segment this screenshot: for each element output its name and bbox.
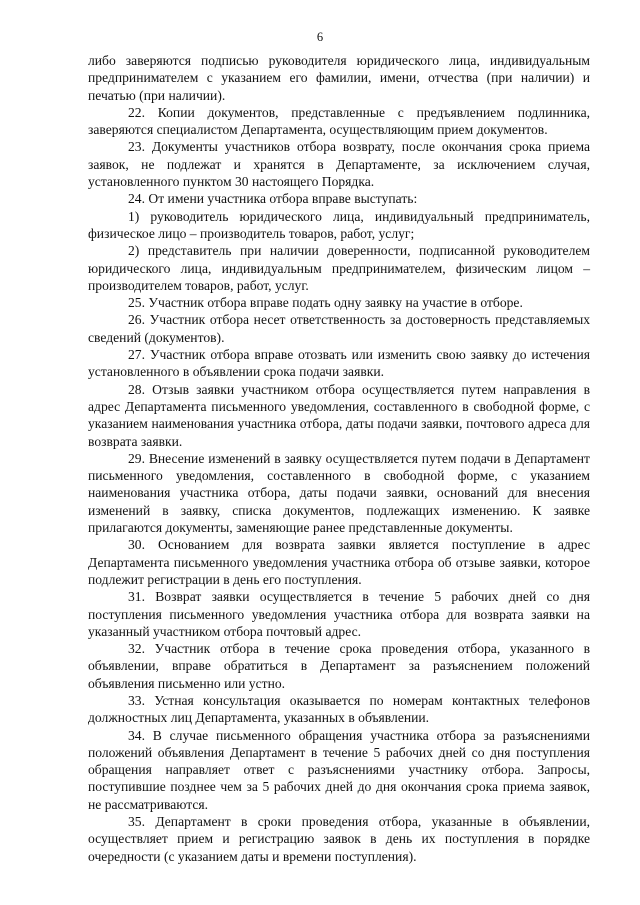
paragraph-29: 29. Внесение изменений в заявку осуществляется путем подачи в Департамент письменного уведомления, составленного в свободной форме, с указанием наименования участника отбора, даты подачи заявки, оснований для внесения изменений в заявку, списка документов, подлежащих изменению. К заявке прилагаются документы, заменяющие ранее представленные документы. <box>88 450 590 536</box>
paragraph-26: 26. Участник отбора несет ответственность за достоверность представляемых сведений (документов). <box>88 312 590 345</box>
paragraph-34: 34. В случае письменного обращения участника отбора за разъяснениями положений объявления Департамент в течение 5 рабочих дней со дня поступления обращения направляет ответ с разъяснениями участнику отбора. Запросы, поступившие позднее чем за 5 рабочих дней до дня окончания срока приема заявок, не рассматриваются. <box>88 727 590 812</box>
page-number: 6 <box>316 30 324 44</box>
paragraph-28: 28. Отзыв заявки участником отбора осуществляется путем направления в адрес Департамента письменного уведомления, составленного в свободной форме, с указанием наименования участника отбора, даты подачи заявки, почтового адреса для возврата заявки. <box>88 381 590 449</box>
paragraph-35: 35. Департамент в сроки проведения отбора, указанные в объявлении, осуществляет прием и регистрацию заявок в день их поступления в порядке очередности (с указанием даты и времени поступления). <box>88 814 590 864</box>
paragraph-22: 22. Копии документов, представленные с предъявлением подлинника, заверяются специалистом Департамента, осуществляющим прием документов. <box>88 104 590 138</box>
document-body <box>88 52 590 865</box>
paragraph-33: 33. Устная консультация оказывается по номерам контактных телефонов должностных лиц Департамента, указанных в объявлении. <box>88 692 590 726</box>
paragraph-24: 24. От имени участника отбора вправе выступать: <box>128 191 418 207</box>
paragraph-continuation: либо заверяются подписью руководителя юридического лица, индивидуальным предпринимателем с указанием его фамилии, имени, отчества (при наличии) и печатью (при наличии). <box>88 53 590 103</box>
paragraph-23: 23. Документы участников отбора возврату, после окончания срока приема заявок, не подлежат и хранятся в Департаменте, за исключением случая, установленного пунктом 30 настоящего Порядка. <box>88 139 590 190</box>
paragraph-25: 25. Участник отбора вправе подать одну заявку на участие в отборе. <box>128 295 523 311</box>
paragraph-24-item-2: 2) представитель при наличии доверенности, подписанной руководителем юридического лица, индивидуальным предпринимателем, физическим лицом – производителем товаров, работ, услуг. <box>88 243 590 293</box>
paragraph-30: 30. Основанием для возврата заявки является поступление в адрес Департамента письменного уведомления участника отбора об отзыве заявки, которое подлежит регистрации в день его поступления. <box>88 537 590 587</box>
paragraph-24-item-1: 1) руководитель юридического лица, индивидуальный предприниматель, физическое лицо – производитель товаров, работ, услуг; <box>88 208 590 241</box>
paragraph-27: 27. Участник отбора вправе отозвать или изменить свою заявку до истечения установленного в объявлении срока подачи заявки. <box>88 347 590 380</box>
paragraph-31: 31. Возврат заявки осуществляется в течение 5 рабочих дней со дня поступления письменного уведомления участника отбора для возврата заявки на указанный участником отбора почтовый адрес. <box>88 589 590 639</box>
paragraph-32: 32. Участник отбора в течение срока проведения отбора, указанного в объявлении, вправе обратиться в Департамент за разъяснением положений объявления письменно или устно. <box>88 641 590 691</box>
